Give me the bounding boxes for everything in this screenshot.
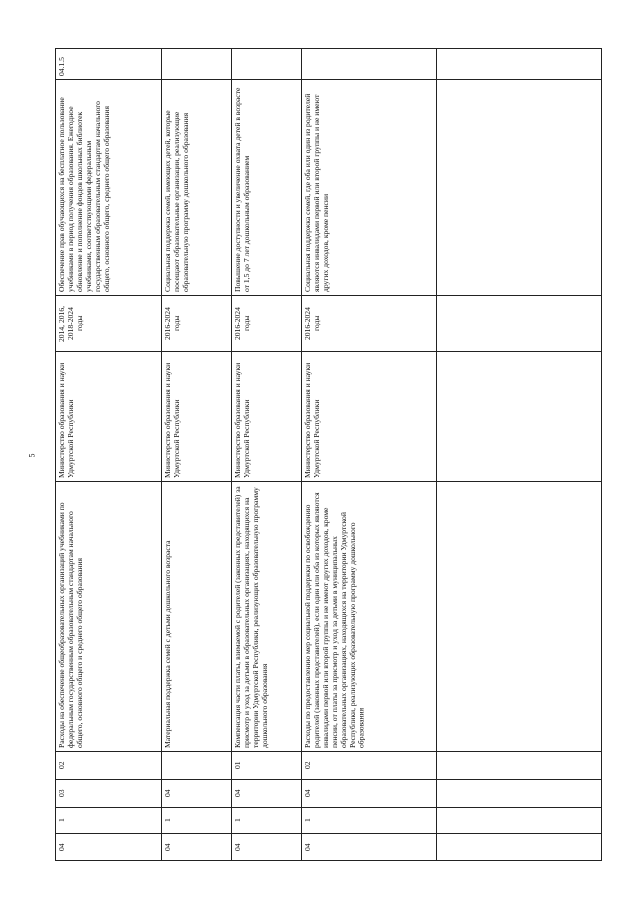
cell-years: 2016-2024 годы [302, 296, 437, 352]
page-number: 5 [27, 453, 37, 458]
cell-c4: 02 [302, 752, 437, 780]
cell-c4: 01 [232, 752, 302, 780]
cell-code: 04.1.5 [56, 49, 162, 80]
cell-result: Социальная поддержка семей, имеющих детей, которые посещают образовательные организации, реализующие образовательную программу дошкольного образования [162, 80, 232, 296]
cell-result: Обеспечение прав обучающихся на бесплатное пользование учебниками в период получения образования. Ежегодное обновление и пополнение фондов школьных библиотек учебниками, соответствующими федеральным государственным образовательным стандартам начального общего, основного общего, среднего общего образования [56, 80, 162, 296]
cell-years: 2014, 2016, 2018-2024 годы [56, 296, 162, 352]
cell-c2: 1 [232, 808, 302, 834]
cell-name: Материальная поддержка семей с детьми дошкольного возраста [162, 482, 232, 752]
cell-c3: 04 [162, 780, 232, 808]
cell-name: Расходы по предоставлению мер социальной поддержки по освобождению родителей (законных представителей), если один или оба из которых являются инвалидами первой или второй группы и не имеют других доходов, кроме пенсии, от платы за присмотр и уход за детьми в муниципальных образовательных организациях, находящихся на территории Удмуртской Республики, реализующих образовательную программу дошкольного образования [302, 482, 437, 752]
cell-name: Компенсация части платы, взимаемой с родителей (законных представителей) за присмотр и уход за детьми в образовательных организациях, находящихся на территории Удмуртской Республики, реализующих образовательную программу дошкольного образования [232, 482, 302, 752]
cell-c1: 04 [302, 834, 437, 861]
cell-org: Министерство образования и науки Удмуртской Республики [56, 352, 162, 482]
cell-c3: 04 [302, 780, 437, 808]
cell-c1: 04 [232, 834, 302, 861]
cell-result: Социальная поддержка семей, где оба или один из родителей являются инвалидами первой или второй группы и не имеют других доходов, кроме пенсии [302, 80, 437, 296]
cell-c1: 04 [162, 834, 232, 861]
program-table [55, 48, 601, 860]
cell-c4 [162, 752, 232, 780]
cell-c1: 04 [56, 834, 162, 861]
cell-name: Расходы на обеспечение общеобразовательных организаций учебниками по федеральным государственным образовательным стандартам начального общего, основного общего и среднего общего образования [56, 482, 162, 752]
cell-years: 2016-2024 годы [162, 296, 232, 352]
cell-org: Министерство образования и науки Удмуртской Республики [162, 352, 232, 482]
cell-c3: 03 [56, 780, 162, 808]
cell-org: Министерство образования и науки Удмуртской Республики [302, 352, 437, 482]
cell-org: Министерство образования и науки Удмуртской Республики [232, 352, 302, 482]
cell-result: Повышение доступности и увеличение охвата детей в возрасте от 1,5 до 7 лет дошкольным образованием [232, 80, 302, 296]
cell-c2: 1 [56, 808, 162, 834]
cell-c2: 1 [302, 808, 437, 834]
cell-c3: 04 [232, 780, 302, 808]
cell-years: 2016-2024 годы [232, 296, 302, 352]
cell-c2: 1 [162, 808, 232, 834]
cell-c4: 02 [56, 752, 162, 780]
